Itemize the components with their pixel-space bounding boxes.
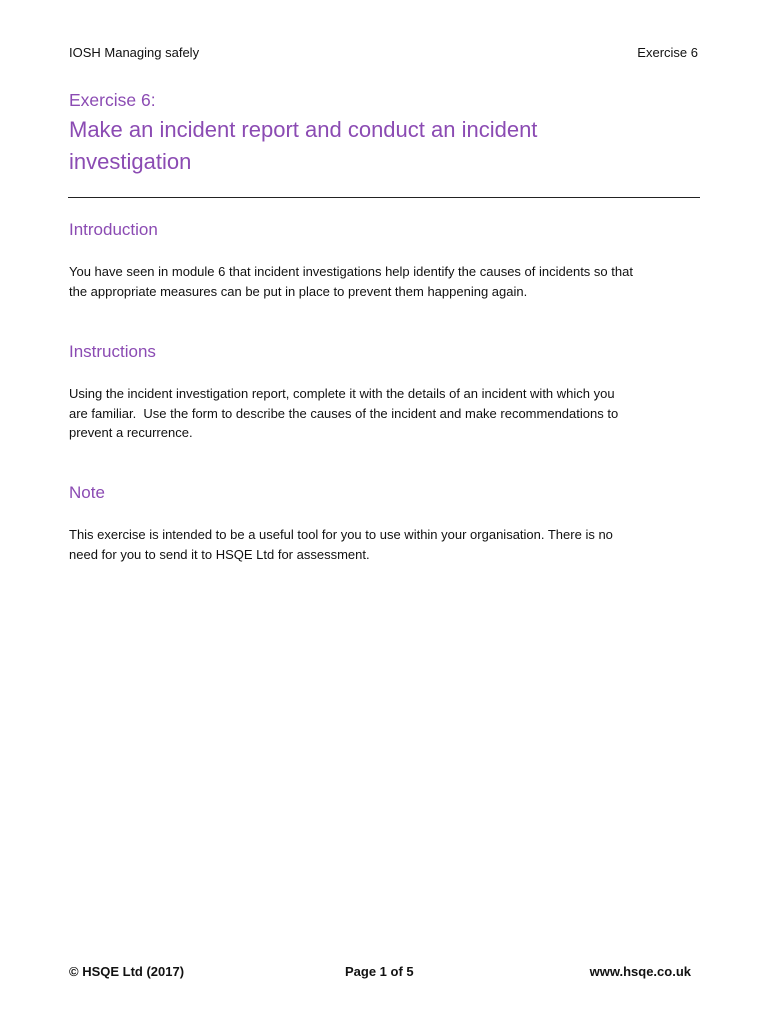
instructions-text: Using the incident investigation report, complete it with the details of an incident with which you are familiar. Use the form to describe the causes of the incident and make recommendations to prevent a recurrence. [69,386,619,440]
page-footer [69,963,691,981]
title-divider [68,197,700,198]
exercise-label: Exercise 6: [69,90,156,110]
introduction-text: You have seen in module 6 that incident investigations help identify the causes of incidents so that the appropriate measures can be put in place to prevent them happening again. [69,264,633,299]
introduction-heading: Introduction [69,220,158,239]
header-course-title: IOSH Managing safely [69,45,200,60]
note-heading: Note [69,483,105,502]
footer-page-number: Page 1 of 5 [345,964,414,979]
page-title: Make an incident report and conduct an incident investigation [69,117,538,174]
instructions-heading: Instructions [69,342,156,361]
note-text: This exercise is intended to be a useful tool for you to use within your organisation. There is no need for you to send it to HSQE Ltd for assessment. [69,527,613,562]
footer-copyright: © HSQE Ltd (2017) [69,964,185,979]
page-header [69,44,698,62]
header-exercise-number: Exercise 6 [637,45,698,60]
footer-website-link[interactable]: www.hsqe.co.uk [589,964,691,979]
